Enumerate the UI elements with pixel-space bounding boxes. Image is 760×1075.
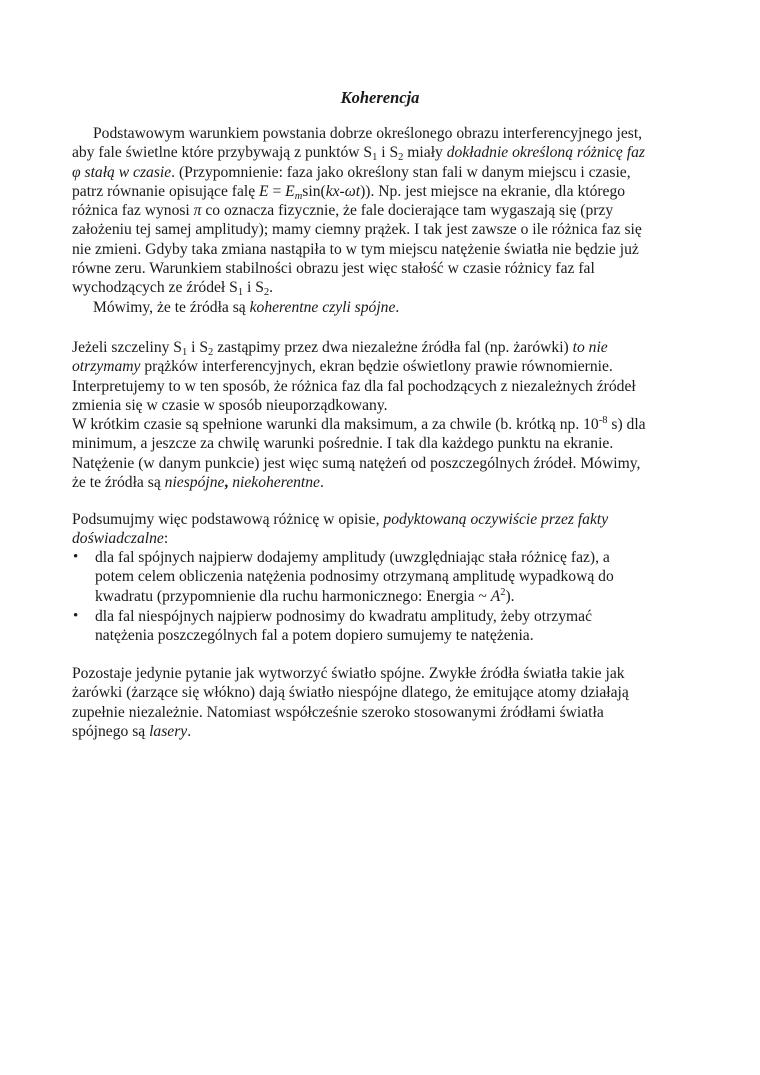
text: Podsumujmy więc podstawową różnicę w opisie, — [72, 511, 384, 528]
text-line — [72, 434, 646, 453]
emphasis: φ stałą w czasie — [72, 163, 172, 181]
text: . — [187, 722, 192, 740]
text: równe zeru. Warunkiem stabilności obrazu jest więc stałość w czasie różnicy faz fal — [72, 260, 595, 278]
paragraph-coherence-condition — [72, 124, 645, 317]
text-line — [72, 454, 646, 473]
text-line — [72, 664, 629, 683]
text: . — [269, 279, 274, 297]
text: aby fale świetlne które przybywają z punktów S — [72, 144, 373, 162]
text: że te źródła są — [72, 474, 165, 492]
text-line — [72, 377, 646, 396]
text: zmienia się w czasie w sposób nieuporządkowany. — [72, 396, 388, 414]
emphasis: niekoherentne — [228, 474, 320, 492]
text: spójnego są — [72, 722, 150, 740]
text-line — [72, 529, 608, 548]
text: Pozostaje jedynie pytanie jak wytworzyć światło spójne. Zwykłe źródła światła takie jak — [72, 665, 625, 682]
text-line — [72, 357, 646, 376]
text: potem celem obliczenia natężenia podnosimy otrzymaną amplitudę wypadkową do — [95, 568, 614, 586]
emphasis: to nie — [572, 339, 608, 356]
emphasis: dokładnie określoną różnicę faz — [446, 144, 645, 162]
bullet-icon: • — [73, 549, 79, 565]
text: wychodzących ze źródeł S — [72, 279, 238, 297]
text: zastąpimy przez dwa niezależne źródła fal (np. żarówki) — [213, 339, 573, 356]
text: )). Np. jest miejsce na ekranie, dla którego — [360, 182, 626, 200]
text-line — [72, 182, 645, 201]
text-line — [72, 278, 645, 297]
text: ). — [505, 587, 515, 605]
text: Podstawowym warunkiem powstania dobrze określonego obrazu interferencyjnego jest, — [93, 125, 643, 142]
emphasis: podyktowaną oczywiście przez fakty — [383, 511, 609, 528]
text-line — [72, 722, 629, 741]
subscript: 1 — [181, 347, 188, 358]
symbol-Em: E — [285, 182, 295, 200]
text-line — [72, 338, 646, 357]
text-line — [95, 548, 614, 567]
text: Jeżeli szczeliny S — [72, 339, 182, 356]
page-title: Koherencja — [340, 88, 420, 107]
emphasis: doświadczalne — [72, 530, 164, 548]
text-line — [72, 240, 645, 259]
text-line — [95, 607, 592, 626]
text: = — [268, 182, 286, 200]
text: . (Przypomnienie: faza jako określony stan fali w danym miejscu i czasie, — [171, 163, 631, 181]
list-item-incoherent — [73, 607, 592, 646]
text: założeniu tej samej amplitudy); mamy ciemny prążek. I tak jest zawsze o ile różnica faz się — [72, 221, 642, 239]
subscript: 1 — [237, 287, 244, 299]
text: . — [319, 474, 324, 492]
text: dla fal spójnych najpierw dodajemy amplitudy (uwzględniając stała różnicę faz), a — [95, 549, 610, 566]
text-line — [72, 201, 645, 220]
text: miały — [403, 144, 447, 162]
text-line — [72, 703, 629, 722]
text: i S — [243, 279, 264, 297]
text: Mówimy, że te źródła są — [93, 298, 250, 316]
superscript: 2 — [500, 586, 506, 598]
text: dla fal niespójnych najpierw podnosimy do kwadratu amplitudy, żeby otrzymać — [95, 608, 592, 625]
text-line — [72, 415, 646, 434]
text-line — [95, 567, 614, 586]
subscript: m — [294, 190, 303, 202]
emphasis: lasery — [149, 722, 188, 740]
text: Natężenie (w danym punkcie) jest więc sumą natężeń od poszczególnych źródeł. Mówimy, — [72, 454, 641, 472]
text-line — [72, 124, 645, 143]
text: W krótkim czasie są spełnione warunki dla maksimum, a za chwile (b. krótką np. 10 — [72, 416, 599, 434]
text: i S — [377, 144, 399, 162]
text-line — [72, 259, 645, 278]
text: s) dla — [607, 416, 646, 434]
superscript: -8 — [598, 415, 608, 427]
text-line — [72, 298, 645, 317]
text: prążków interferencyjnych, ekran będzie oświetlony prawie równomiernie. — [140, 358, 613, 376]
symbol-E: E — [259, 182, 269, 200]
text-line — [95, 587, 614, 606]
text: sin( — [302, 182, 326, 200]
subscript: 1 — [372, 152, 378, 164]
subscript: 2 — [398, 152, 404, 164]
text: , — [224, 474, 229, 492]
text-line — [72, 163, 645, 182]
text-line — [72, 683, 629, 702]
text-line — [72, 473, 646, 492]
text: co oznacza fizycznie, że fale docierające tam wygaszają się (przy — [201, 202, 614, 220]
text: żarówki (żarzące się włókno) dają światło niespójne dlatego, że emitujące atomy działają — [72, 684, 629, 702]
text: różnica faz wynosi — [72, 202, 194, 220]
text: nie zmieni. Gdyby taka zmiana nastąpiła to w tym miejscu natężenie światła nie będzie już — [72, 240, 639, 258]
emphasis: kx-ωt — [325, 182, 361, 200]
text-line — [95, 626, 592, 645]
text-line — [72, 220, 645, 239]
bullet-icon: • — [73, 608, 79, 624]
paragraph-incoherent-sources — [72, 338, 646, 492]
text: Interpretujemy to w ten sposób, że różnica faz dla fal pochodzących z niezależnych źródeł — [72, 377, 636, 395]
text: i S — [187, 339, 209, 356]
symbol-A: A — [490, 587, 501, 605]
paragraph-summary-intro — [72, 510, 608, 549]
subscript: 2 — [208, 347, 214, 358]
emphasis: koherentne czyli spójne — [249, 298, 396, 316]
paragraph-lasers — [72, 664, 629, 741]
emphasis: otrzymamy — [72, 358, 141, 376]
text: kwadratu (przypomnienie dla ruchu harmonicznego: Energia ~ — [95, 587, 491, 605]
subscript: 2 — [263, 287, 270, 299]
text: minimum, a jeszcze za chwilę warunki pośrednie. I tak dla każdego punktu na ekranie. — [72, 435, 614, 453]
emphasis: niespójne — [164, 474, 225, 492]
text: zupełnie niezależnie. Natomiast współcześnie szeroko stosowanymi źródłami światła — [72, 703, 604, 721]
text-line — [72, 143, 645, 162]
text-line — [72, 510, 608, 529]
list-item-coherent — [73, 548, 614, 606]
symbol-pi: π — [193, 202, 202, 220]
text: patrz równanie opisujące falę — [72, 182, 260, 200]
text-line — [72, 396, 646, 415]
text: natężenia poszczególnych fal a potem dopiero sumujemy te natężenia. — [95, 627, 534, 645]
text: : — [163, 530, 169, 548]
text: . — [395, 298, 400, 316]
